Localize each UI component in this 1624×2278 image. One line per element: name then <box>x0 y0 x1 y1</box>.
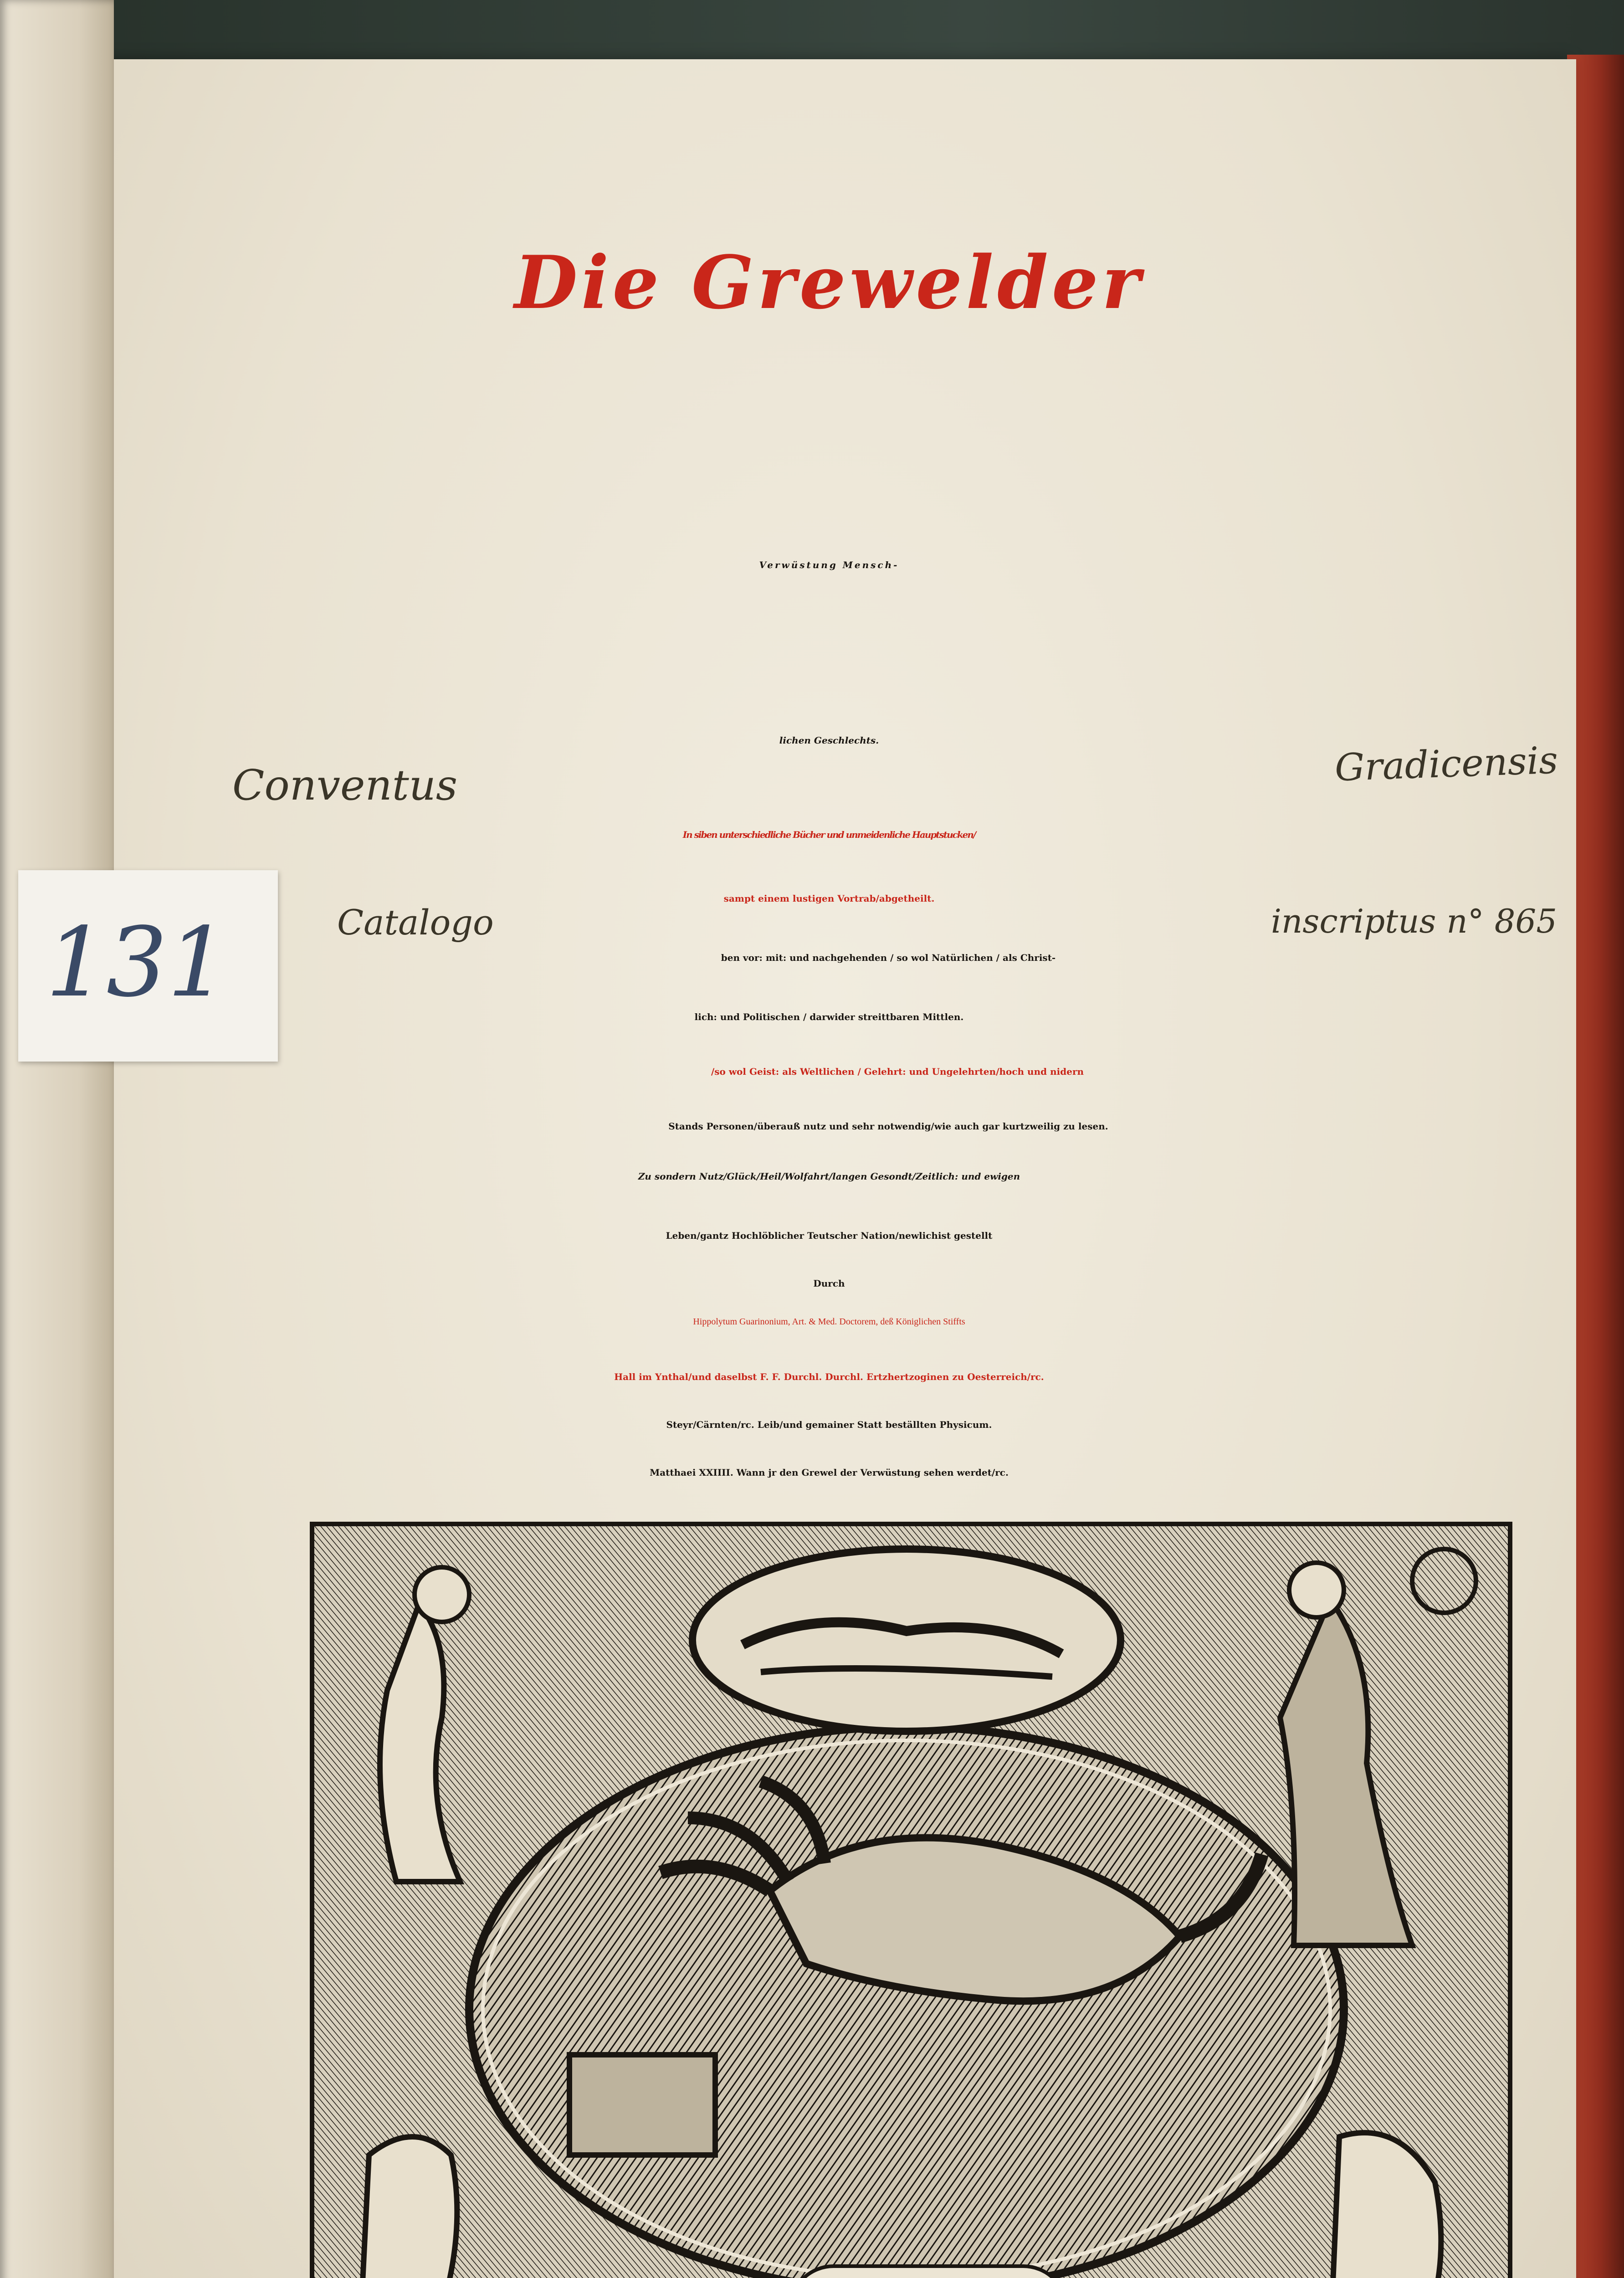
title-line-1: Die Grewelder <box>514 240 1144 325</box>
woodcut-illustration <box>310 1522 1512 2278</box>
title-line-3: lichen Geschlechts. <box>779 735 879 746</box>
body-line-5: Zu sondern Nutz/Glück/Heil/Wolfahrt/langen Gesondt/Zeitlich: und ewigen <box>638 1171 1020 1182</box>
body-line-4: Stands Personen/überauß nutz und sehr notwendig/wie auch gar kurtzweilig zu lesen. <box>668 1121 1108 1132</box>
shelf-label <box>18 870 278 1062</box>
handwritten-gradicensis: Gradicensis <box>1334 739 1559 790</box>
by-label: Durch <box>813 1278 845 1289</box>
subtitle-line-1: In siben unterschiedliche Bücher und unmeidenliche Hauptstucken/ <box>682 829 976 840</box>
office-line-1: Hall im Ynthal/und daselbst F. F. Durchl. Durchl. Ertzhertzoginen zu Oesterreich/rc. <box>614 1371 1044 1382</box>
office-line-2: Steyr/Cärnten/rc. Leib/und gemainer Statt beställten Physicum. <box>666 1419 992 1430</box>
body-line-1: ben vor: mit: und nachgehenden / so wol Natürlichen / als Christ- <box>721 952 1056 963</box>
motto-line: Matthaei XXIIII. Wann jr den Grewel der Verwüstung sehen werdet/rc. <box>650 1467 1009 1478</box>
imprint-cartouche <box>788 2264 1069 2278</box>
body-line-2: lich: und Politischen / darwider streittbaren Mittlen. <box>694 1011 964 1022</box>
woodcut-drawing <box>314 1526 1508 2278</box>
title-page <box>82 59 1576 2278</box>
body-line-3: /so wol Geist: als Weltlichen / Gelehrt: und Ungelehrten/hoch und nidern <box>711 1066 1084 1077</box>
subtitle-line-2: sampt einem lustigen Vortrab/abgetheilt. <box>723 893 935 904</box>
shelf-number: 131 <box>46 907 228 1018</box>
seated-figure-lower-left <box>360 2137 457 2278</box>
wooden-tub <box>569 2055 715 2155</box>
body-line-6: Leben/gantz Hochlöblicher Teutscher Nation/newlichist gestellt <box>666 1230 993 1241</box>
author-line: Hippolytum Guarinonium, Art. & Med. Doctorem, deß Königlichen Stiffts <box>693 1317 965 1327</box>
title-line-2: Verwüstung Mensch- <box>759 559 899 570</box>
handwritten-catalogo: Catalogo <box>337 902 494 943</box>
handwritten-conventus: Conventus <box>232 761 458 810</box>
flyleaf <box>0 0 114 2278</box>
handwritten-inscription-number: inscriptus n° 865 <box>1271 902 1557 940</box>
